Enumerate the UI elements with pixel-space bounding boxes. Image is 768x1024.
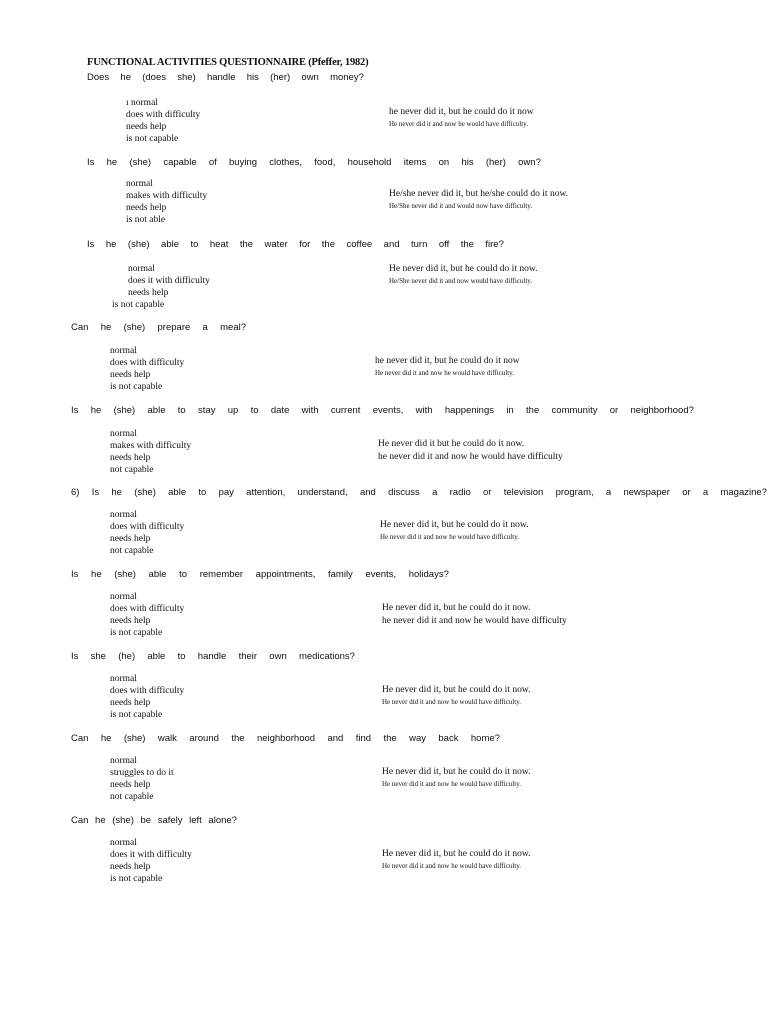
note-never-did-difficulty: He/She never did it and would now have difficulty.: [389, 202, 533, 210]
answer-option: needs help: [110, 534, 151, 544]
answer-option: is not capable: [110, 628, 163, 638]
answer-option: normal: [110, 429, 137, 439]
question-text: Can he (she) prepare a meal?: [71, 322, 246, 333]
question-text: Is he (she) capable of buying clothes, food, household items on his (her) own?: [87, 157, 541, 168]
question-text: Is he (she) able to heat the water for the coffee and turn off the fire?: [87, 239, 504, 250]
note-never-did-difficulty: He never did it and now he would have difficulty.: [389, 120, 528, 128]
note-never-did-could-now: He never did it, but he could do it now.: [382, 685, 531, 695]
note-never-did-could-now: He never did it but he could do it now.: [378, 439, 525, 449]
question-text: Does he (does she) handle his (her) own money?: [87, 72, 364, 83]
answer-option: needs help: [128, 288, 169, 298]
answer-option: needs help: [110, 698, 151, 708]
note-never-did-could-now: He never did it, but he could do it now.: [382, 767, 531, 777]
answer-option: normal: [110, 592, 137, 602]
question-text: 6) Is he (she) able to pay attention, understand, and discuss a radio or television program, a newspaper or a magazine?: [71, 487, 767, 498]
answer-option: not capable: [110, 546, 154, 556]
note-never-did-could-now: He/she never did it, but he/she could do it now.: [389, 189, 569, 199]
answer-option: normal: [110, 510, 137, 520]
answer-option: makes with difficulty: [126, 191, 208, 201]
answer-option: is not capable: [110, 874, 163, 884]
answer-option: normal: [110, 674, 137, 684]
answer-option: is not capable: [126, 134, 179, 144]
question-text: Can he (she) be safely left alone?: [71, 815, 237, 826]
answer-option: not capable: [110, 792, 154, 802]
answer-option: is not capable: [110, 382, 163, 392]
question-text: Is he (she) able to remember appointments, family events, holidays?: [71, 569, 449, 580]
answer-option: is not able: [126, 215, 166, 225]
answer-option: does with difficulty: [110, 686, 185, 696]
answer-option: needs help: [110, 453, 151, 463]
question-text: Can he (she) walk around the neighborhood and find the way back home?: [71, 733, 500, 744]
answer-option: is not capable: [112, 300, 165, 310]
answer-option: does with difficulty: [126, 110, 201, 120]
note-never-did-could-now: he never did it, but he could do it now: [375, 356, 520, 366]
note-never-did-difficulty: He/She never did it and now would have difficulty.: [389, 277, 533, 285]
answer-option: normal: [110, 838, 137, 848]
answer-option: normal: [126, 179, 153, 189]
answer-option: needs help: [110, 780, 151, 790]
answer-option: is not capable: [110, 710, 163, 720]
answer-option: struggles to do it: [110, 768, 174, 778]
note-never-did-could-now: He never did it, but he could do it now.: [389, 264, 538, 274]
note-never-did-difficulty: He never did it and now he would have difficulty.: [382, 698, 521, 706]
note-never-did-could-now: He never did it, but he could do it now.: [382, 603, 531, 613]
answer-option: needs help: [126, 203, 167, 213]
answer-option: makes with difficulty: [110, 441, 192, 451]
note-never-did-difficulty: he never did it and now he would have difficulty: [382, 616, 567, 626]
note-never-did-could-now: He never did it, but he could do it now.: [380, 520, 529, 530]
answer-option: does with difficulty: [110, 522, 185, 532]
answer-option: does it with difficulty: [110, 850, 192, 860]
note-never-did-difficulty: He never did it and now he would have difficulty.: [375, 369, 514, 377]
answer-option: normal: [128, 264, 155, 274]
document-title: FUNCTIONAL ACTIVITIES QUESTIONNAIRE (Pfeffer, 1982): [87, 57, 369, 68]
answer-option: needs help: [110, 862, 151, 872]
answer-option: does it with difficulty: [128, 276, 210, 286]
answer-option: ı normal: [126, 98, 158, 108]
note-never-did-could-now: He never did it, but he could do it now.: [382, 849, 531, 859]
answer-option: does with difficulty: [110, 358, 185, 368]
answer-option: does with difficulty: [110, 604, 185, 614]
answer-option: needs help: [110, 370, 151, 380]
answer-option: not capable: [110, 465, 154, 475]
question-text: Is he (she) able to stay up to date with current events, with happenings in the community or neighborhood?: [71, 405, 694, 416]
note-never-did-could-now: he never did it, but he could do it now: [389, 107, 534, 117]
answer-option: normal: [110, 756, 137, 766]
note-never-did-difficulty: He never did it and now he would have difficulty.: [380, 533, 519, 541]
answer-option: normal: [110, 346, 137, 356]
note-never-did-difficulty: he never did it and now he would have difficulty: [378, 452, 563, 462]
answer-option: needs help: [110, 616, 151, 626]
note-never-did-difficulty: He never did it and now he would have difficulty.: [382, 780, 521, 788]
answer-option: needs help: [126, 122, 167, 132]
question-text: Is she (he) able to handle their own medications?: [71, 651, 355, 662]
note-never-did-difficulty: He never did it and now he would have difficulty.: [382, 862, 521, 870]
